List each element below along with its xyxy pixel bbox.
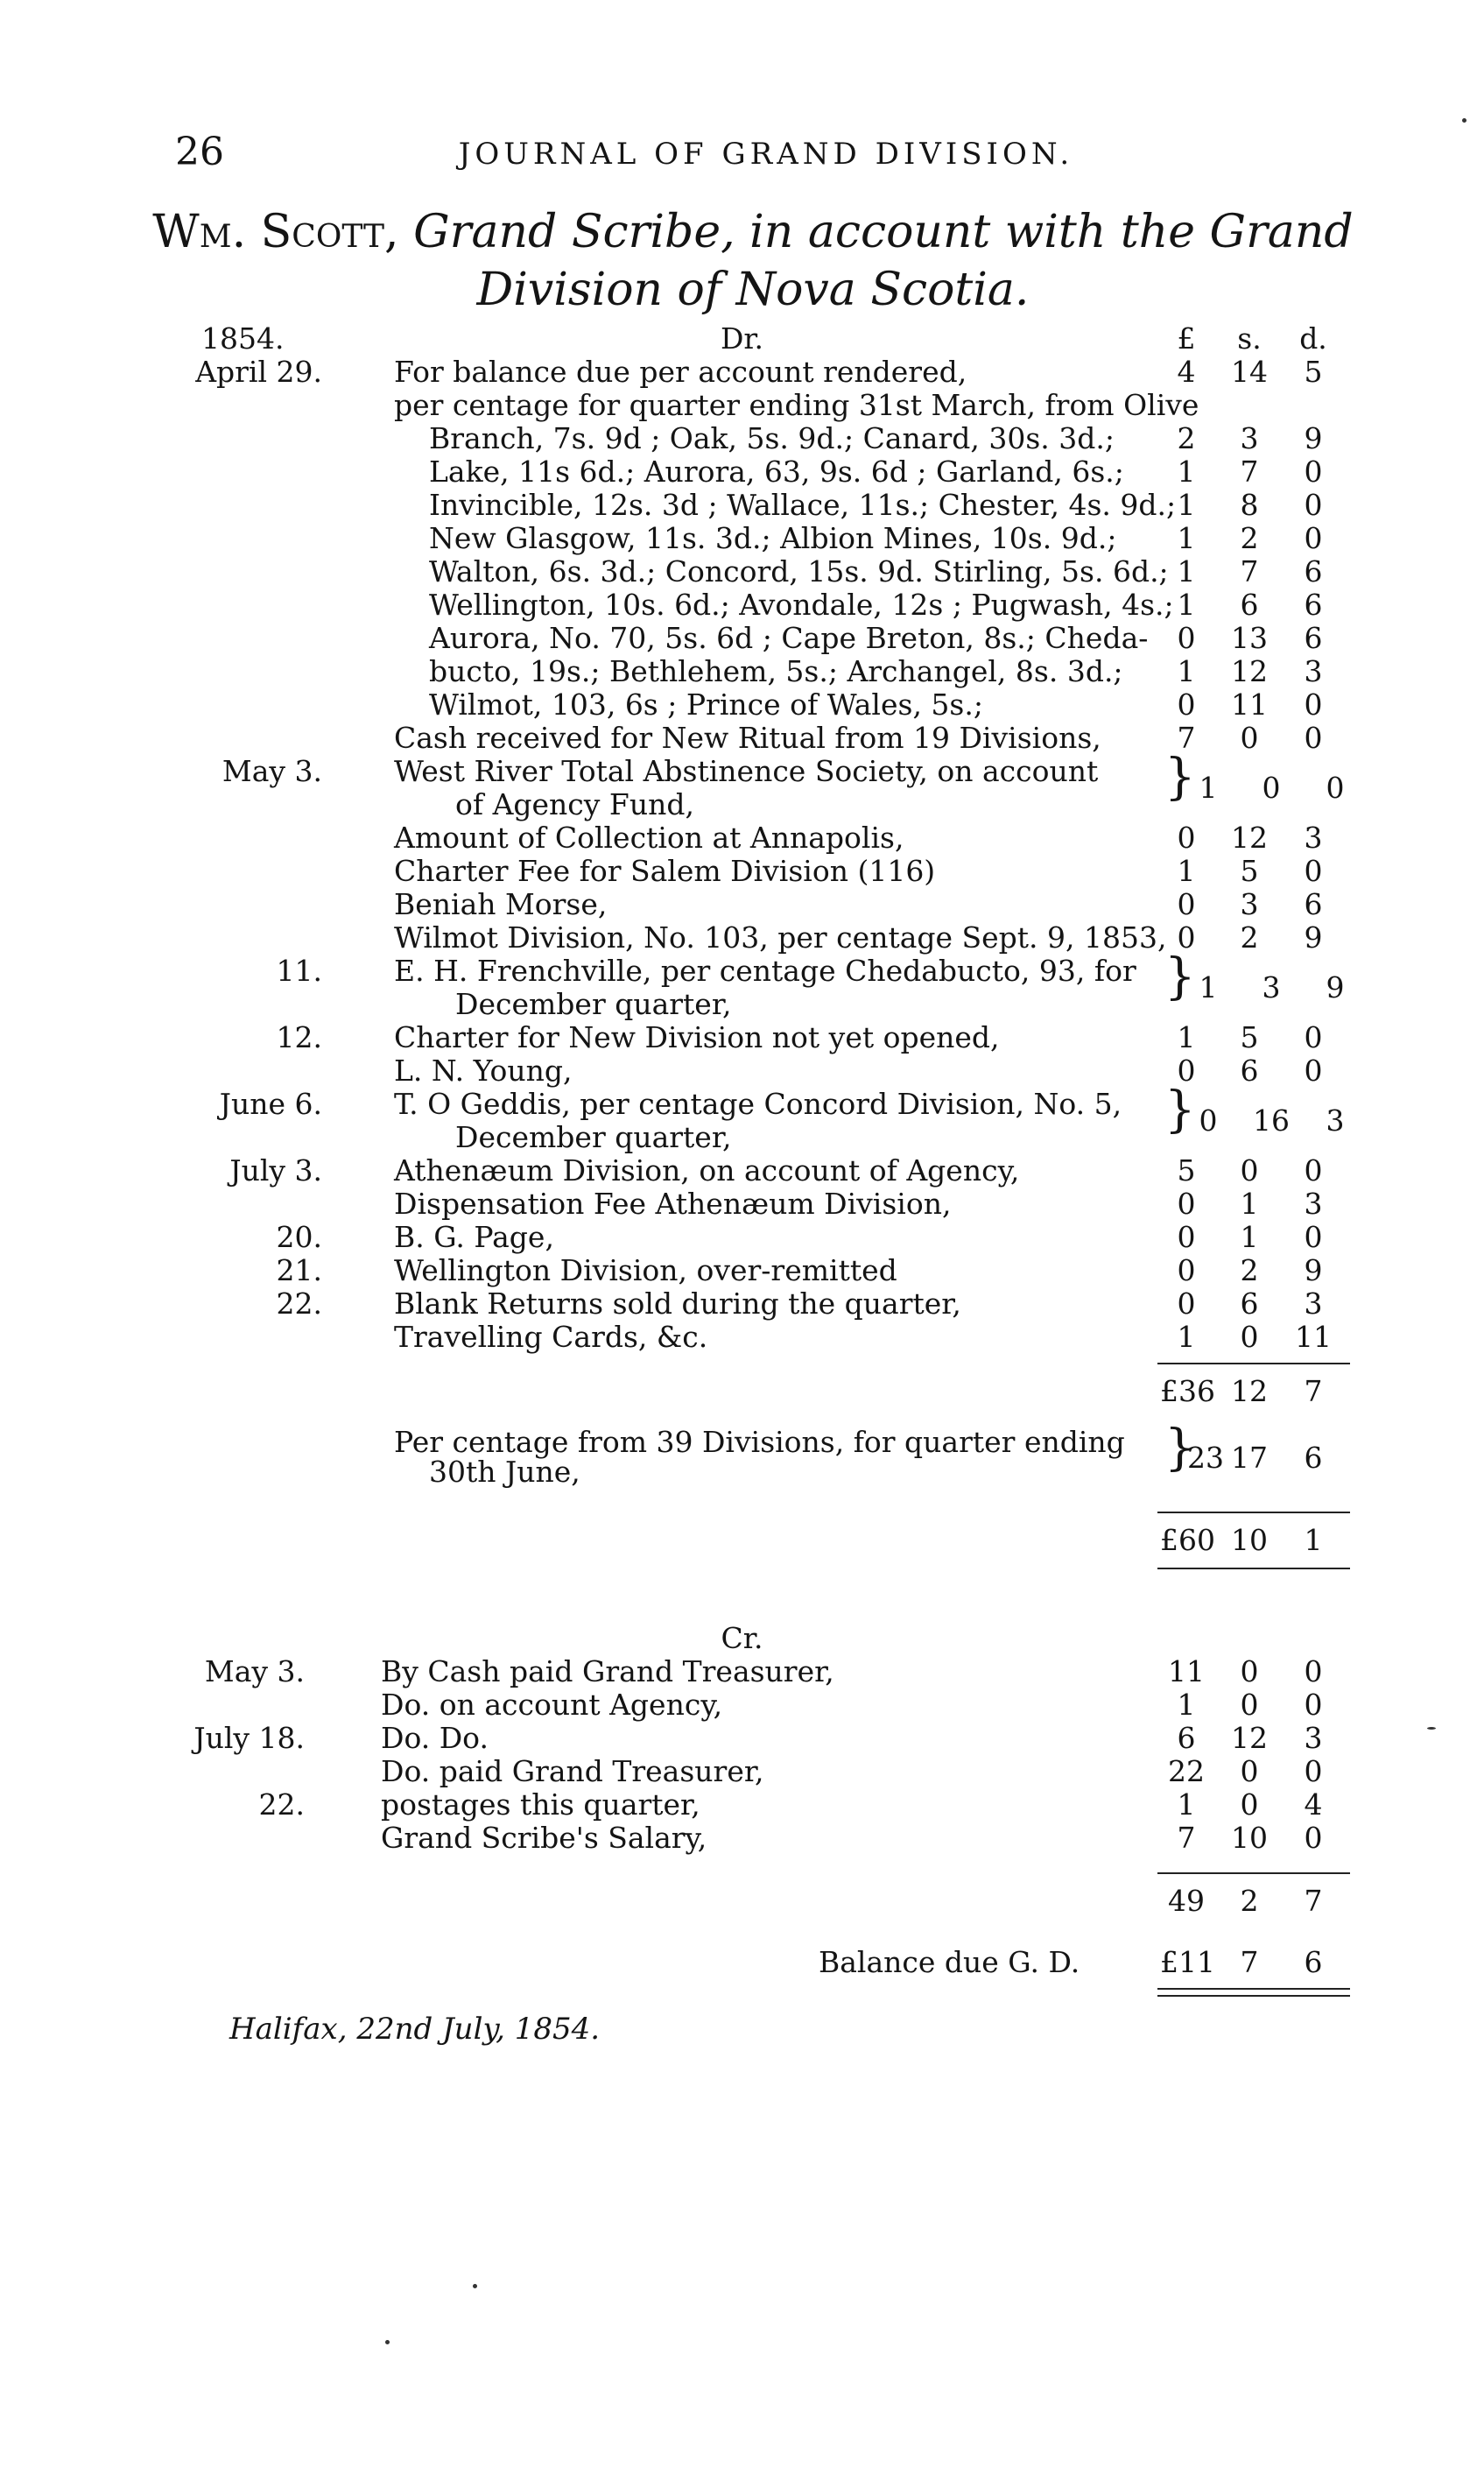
- subtotal-pence: 7: [1304, 1374, 1323, 1408]
- dr-amount-pence: 6: [1304, 621, 1323, 655]
- cr-text: Do. Do.: [381, 1721, 489, 1755]
- dr-amount-shillings: 1: [1240, 1220, 1259, 1254]
- dr-amount-shillings: 0: [1240, 721, 1259, 755]
- dr-amount-pounds: 1: [1177, 588, 1196, 622]
- dr-date: May 3.: [222, 754, 322, 788]
- dr-amount-pounds: 0: [1177, 687, 1196, 722]
- cr-amount-shillings: 0: [1240, 1787, 1259, 1822]
- dr-amount-shillings: 0: [1240, 1320, 1259, 1354]
- dr-amount-shillings: 0: [1262, 771, 1281, 805]
- dr-amount-pounds: 1: [1199, 970, 1218, 1004]
- dr-amount-pounds: 0: [1177, 920, 1196, 955]
- dr-amount-pence: 3: [1326, 1103, 1345, 1138]
- dr-text: Amount of Collection at Annapolis,: [394, 821, 904, 855]
- dr-amount-pence: 3: [1304, 821, 1323, 855]
- dr-amount-pounds: 0: [1177, 887, 1196, 921]
- dr-text-continued: of Agency Fund,: [455, 787, 694, 821]
- dr-amount-shillings: 0: [1240, 1153, 1259, 1188]
- balance-pence: 6: [1304, 1945, 1323, 1979]
- cr-amount-pounds: 11: [1168, 1654, 1205, 1688]
- dr-amount-pence: 0: [1326, 771, 1345, 805]
- dr-text: L. N. Young,: [394, 1054, 573, 1088]
- dr-date: 22.: [276, 1286, 322, 1321]
- dr-text: Aurora, No. 70, 5s. 6d ; Cape Breton, 8s.; Cheda-: [429, 621, 1149, 655]
- dr-text: New Glasgow, 11s. 3d.; Albion Mines, 10s. 9d.;: [429, 521, 1117, 555]
- dr-text: Charter Fee for Salem Division (116): [394, 854, 936, 888]
- dr-amount-pounds: 1: [1177, 1020, 1196, 1054]
- dr-amount-shillings: 12: [1231, 654, 1268, 688]
- dr-amount-shillings: 7: [1240, 455, 1259, 489]
- balance-label: Balance due G. D.: [819, 1945, 1080, 1979]
- dr-amount-shillings: 2: [1240, 920, 1259, 955]
- currency-pounds: £: [1177, 321, 1196, 356]
- dr-text: Invincible, 12s. 3d ; Wallace, 11s.; Chester, 4s. 9d.;: [429, 488, 1177, 522]
- page-header: [175, 130, 1357, 182]
- dr-amount-pounds: 0: [1177, 821, 1196, 855]
- dr-text: Athenæum Division, on account of Agency,: [394, 1153, 1020, 1188]
- footer-place-date: Halifax, 22nd July, 1854.: [229, 2012, 601, 2047]
- dr-text: Wellington, 10s. 6d.; Avondale, 12s ; Pugwash, 4s.;: [429, 588, 1174, 622]
- dr-date: 20.: [276, 1220, 322, 1254]
- dr-date: 21.: [276, 1253, 322, 1287]
- dr-year: 1854.: [201, 321, 285, 356]
- running-title: JOURNAL OF GRAND DIVISION.: [458, 137, 1074, 172]
- title-line2: Division of Nova Scotia.: [476, 264, 1030, 316]
- cr-text: postages this quarter,: [381, 1787, 700, 1822]
- cr-date: 22.: [258, 1787, 305, 1822]
- currency-shillings: s.: [1237, 321, 1262, 356]
- speck: [473, 2284, 477, 2288]
- cr-amount-pence: 3: [1304, 1721, 1323, 1755]
- dr-amount-pounds: 1: [1177, 521, 1196, 555]
- dr-amount-pence: 0: [1304, 488, 1323, 522]
- dr-text: West River Total Abstinence Society, on account: [394, 754, 1099, 788]
- dr-text-continued: December quarter,: [455, 1120, 732, 1154]
- dr-amount-pounds: 4: [1177, 355, 1196, 389]
- cr-amount-pence: 0: [1304, 1754, 1323, 1788]
- cr-date: July 18.: [193, 1721, 305, 1755]
- dr-amount-shillings: 3: [1240, 887, 1259, 921]
- dr-text: per centage for quarter ending 31st March, from Olive: [394, 388, 1199, 422]
- dr-amount-pence: 6: [1304, 588, 1323, 622]
- page-number: 26: [175, 130, 224, 174]
- total-rule: [1157, 1512, 1350, 1513]
- cr-text: By Cash paid Grand Treasurer,: [381, 1654, 834, 1688]
- cr-text: Do. paid Grand Treasurer,: [381, 1754, 764, 1788]
- dr-date: 11.: [276, 954, 322, 988]
- dr-amount-shillings: 6: [1240, 1054, 1259, 1088]
- total-shillings: 10: [1231, 1523, 1268, 1557]
- dr-amount-pounds: 5: [1177, 1153, 1196, 1188]
- speck: [385, 2340, 390, 2344]
- dr-amount-pounds: 0: [1177, 1286, 1196, 1321]
- speck: [1462, 118, 1466, 123]
- dr-text: For balance due per account rendered,: [394, 355, 967, 389]
- dr-text: Blank Returns sold during the quarter,: [394, 1286, 961, 1321]
- dr-amount-pounds: 1: [1177, 654, 1196, 688]
- dr-text: Branch, 7s. 9d ; Oak, 5s. 9d.; Canard, 30s. 3d.;: [429, 421, 1115, 455]
- dr-amount-pence: 0: [1304, 687, 1323, 722]
- per-centage-pounds: 23: [1187, 1441, 1224, 1475]
- dr-amount-pounds: 1: [1177, 455, 1196, 489]
- dr-amount-shillings: 3: [1262, 970, 1281, 1004]
- dr-amount-pence: 3: [1304, 1286, 1323, 1321]
- cr-total-pence: 7: [1304, 1884, 1323, 1918]
- dr-amount-shillings: 5: [1240, 1020, 1259, 1054]
- cr-amount-shillings: 0: [1240, 1654, 1259, 1688]
- total-pence: 1: [1304, 1523, 1323, 1557]
- dr-amount-shillings: 13: [1231, 621, 1268, 655]
- balance-shillings: 7: [1240, 1945, 1259, 1979]
- dr-amount-shillings: 2: [1240, 521, 1259, 555]
- dr-amount-pounds: 7: [1177, 721, 1196, 755]
- dr-text: Charter for New Division not yet opened,: [394, 1020, 1000, 1054]
- dr-amount-pounds: 1: [1177, 1320, 1196, 1354]
- dr-date: July 3.: [229, 1153, 322, 1188]
- dr-amount-pounds: 1: [1177, 554, 1196, 589]
- dr-amount-pounds: 1: [1177, 854, 1196, 888]
- balance-rule: [1157, 1988, 1350, 1990]
- brace: }: [1164, 1082, 1196, 1138]
- cr-amount-pence: 0: [1304, 1654, 1323, 1688]
- dr-amount-shillings: 2: [1240, 1253, 1259, 1287]
- dr-amount-pounds: 0: [1177, 1054, 1196, 1088]
- dr-date: 12.: [276, 1020, 322, 1054]
- cr-amount-shillings: 10: [1231, 1821, 1268, 1855]
- subtotal-shillings: 12: [1231, 1374, 1268, 1408]
- dr-text: Wilmot, 103, 6s ; Prince of Wales, 5s.;: [429, 687, 983, 722]
- dr-amount-pounds: 0: [1177, 621, 1196, 655]
- dr-text: T. O Geddis, per centage Concord Division, No. 5,: [394, 1087, 1122, 1121]
- brace: }: [1164, 1420, 1196, 1477]
- dr-amount-pence: 0: [1304, 1020, 1323, 1054]
- dr-text: Travelling Cards, &c.: [394, 1320, 708, 1354]
- dr-amount-pence: 9: [1304, 1253, 1323, 1287]
- dr-amount-shillings: 14: [1231, 355, 1268, 389]
- speck: [1427, 1727, 1436, 1730]
- dr-amount-pounds: 0: [1177, 1253, 1196, 1287]
- dr-text: Dispensation Fee Athenæum Division,: [394, 1187, 952, 1221]
- dr-amount-pence: 6: [1304, 554, 1323, 589]
- dr-amount-shillings: 3: [1240, 421, 1259, 455]
- cr-amount-pence: 0: [1304, 1821, 1323, 1855]
- dr-text: B. G. Page,: [394, 1220, 554, 1254]
- dr-text: Beniah Morse,: [394, 887, 608, 921]
- dr-amount-shillings: 12: [1231, 821, 1268, 855]
- dr-date: June 6.: [219, 1087, 322, 1121]
- dr-amount-shillings: 8: [1240, 488, 1259, 522]
- cr-date: May 3.: [204, 1654, 305, 1688]
- cr-text: Grand Scribe's Salary,: [381, 1821, 707, 1855]
- per-centage-pence: 6: [1304, 1441, 1323, 1475]
- dr-text: bucto, 19s.; Bethlehem, 5s.; Archangel, 8s. 3d.;: [429, 654, 1123, 688]
- cr-text: Do. on account Agency,: [381, 1688, 723, 1722]
- dr-amount-shillings: 7: [1240, 554, 1259, 589]
- brace: }: [1164, 948, 1196, 1005]
- dr-amount-pence: 9: [1326, 970, 1345, 1004]
- dr-amount-pence: 0: [1304, 1153, 1323, 1188]
- dr-amount-pounds: 0: [1177, 1220, 1196, 1254]
- dr-amount-pounds: 0: [1177, 1187, 1196, 1221]
- dr-heading: Dr.: [720, 321, 764, 356]
- cr-amount-pounds: 22: [1168, 1754, 1205, 1788]
- cr-amount-pence: 4: [1304, 1787, 1323, 1822]
- dr-amount-shillings: 16: [1253, 1103, 1290, 1138]
- cr-amount-shillings: 12: [1231, 1721, 1268, 1755]
- per-centage-text-2: 30th June,: [429, 1455, 580, 1489]
- brace: }: [1164, 749, 1196, 806]
- per-centage-text: Per centage from 39 Divisions, for quarter ending: [394, 1425, 1125, 1459]
- subtotal-pounds: £36: [1160, 1374, 1215, 1408]
- cr-total-rule: [1157, 1872, 1350, 1874]
- dr-amount-pence: 0: [1304, 721, 1323, 755]
- dr-amount-pounds: 1: [1177, 488, 1196, 522]
- dr-text-continued: December quarter,: [455, 987, 732, 1021]
- dr-date: April 29.: [195, 355, 322, 389]
- dr-text: Walton, 6s. 3d.; Concord, 15s. 9d. Stirling, 5s. 6d.;: [429, 554, 1169, 589]
- per-centage-shillings: 17: [1231, 1441, 1268, 1475]
- dr-amount-pence: 0: [1304, 521, 1323, 555]
- cr-amount-shillings: 0: [1240, 1688, 1259, 1722]
- dr-amount-pounds: 2: [1177, 421, 1196, 455]
- cr-amount-pounds: 1: [1177, 1787, 1196, 1822]
- dr-amount-pence: 0: [1304, 1054, 1323, 1088]
- dr-amount-pence: 9: [1304, 421, 1323, 455]
- balance-pounds: £11: [1160, 1945, 1215, 1979]
- subtotal-rule: [1157, 1363, 1350, 1364]
- currency-pence: d.: [1299, 321, 1327, 356]
- dr-amount-shillings: 6: [1240, 588, 1259, 622]
- dr-amount-pence: 0: [1304, 455, 1323, 489]
- dr-amount-pence: 3: [1304, 1187, 1323, 1221]
- dr-text: Wilmot Division, No. 103, per centage Sept. 9, 1853,: [394, 920, 1167, 955]
- dr-amount-pence: 0: [1304, 1220, 1323, 1254]
- dr-amount-pounds: 1: [1199, 771, 1218, 805]
- balance-rule-2: [1157, 1995, 1350, 1997]
- dr-amount-shillings: 11: [1231, 687, 1268, 722]
- cr-amount-pence: 0: [1304, 1688, 1323, 1722]
- dr-text: Lake, 11s 6d.; Aurora, 63, 9s. 6d ; Garland, 6s.;: [429, 455, 1124, 489]
- dr-amount-pence: 5: [1304, 355, 1323, 389]
- dr-amount-pence: 9: [1304, 920, 1323, 955]
- account-title: [123, 203, 1383, 319]
- scribe-name: Wm. Scott,: [152, 206, 399, 258]
- cr-amount-pounds: 7: [1177, 1821, 1196, 1855]
- dr-text: E. H. Frenchville, per centage Chedabucto, 93, for: [394, 954, 1136, 988]
- total-pounds: £60: [1160, 1523, 1215, 1557]
- cr-heading: Cr.: [721, 1621, 763, 1655]
- dr-amount-pence: 11: [1295, 1320, 1332, 1354]
- title-role: Grand Scribe, in account with the Grand: [413, 206, 1354, 258]
- dr-amount-pence: 0: [1304, 854, 1323, 888]
- dr-amount-shillings: 5: [1240, 854, 1259, 888]
- dr-amount-shillings: 1: [1240, 1187, 1259, 1221]
- cr-amount-pounds: 6: [1177, 1721, 1196, 1755]
- dr-amount-pence: 6: [1304, 887, 1323, 921]
- dr-text: Wellington Division, over-remitted: [394, 1253, 897, 1287]
- total-rule-under: [1157, 1568, 1350, 1569]
- dr-amount-pence: 3: [1304, 654, 1323, 688]
- cr-total-shillings: 2: [1240, 1884, 1259, 1918]
- cr-amount-shillings: 0: [1240, 1754, 1259, 1788]
- cr-total-pounds: 49: [1168, 1884, 1205, 1918]
- dr-amount-pounds: 0: [1199, 1103, 1218, 1138]
- dr-text: Cash received for New Ritual from 19 Divisions,: [394, 721, 1101, 755]
- cr-amount-pounds: 1: [1177, 1688, 1196, 1722]
- dr-amount-shillings: 6: [1240, 1286, 1259, 1321]
